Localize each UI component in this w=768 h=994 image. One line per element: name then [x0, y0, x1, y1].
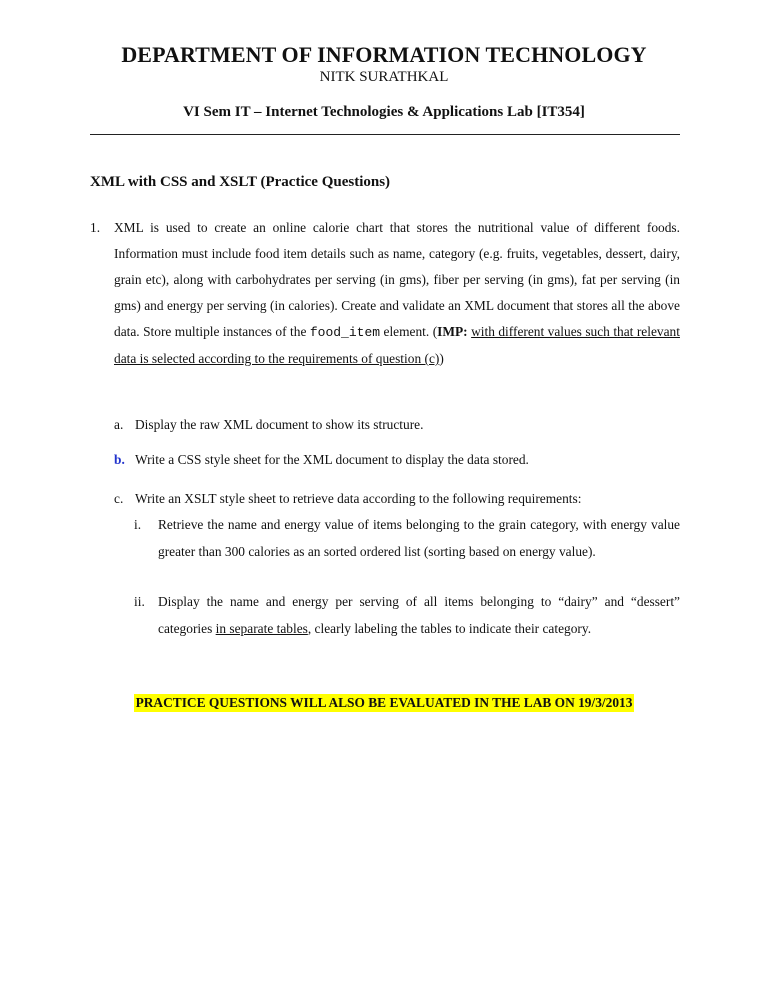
imp-label: IMP: — [437, 324, 468, 339]
food-item-code: food_item — [309, 325, 381, 340]
question-1-text — [114, 215, 680, 372]
subquestion-text: Display the raw XML document to show its structure. — [135, 417, 424, 432]
question-1-text-part1: XML is used to create an online calorie chart that stores the nutritional value of different foods. Information must include food item details such as name, category (e.g. fruits, vegetables, dessert, dairy, grain etc), along with carbohydrates per serving (in gms), fiber per serving (in gms), fat per serving (in gms) and energy per serving (in calories). Create and validate an XML document that stores all the above data. Store multiple instances of the — [114, 220, 680, 339]
question-1 — [90, 215, 680, 372]
question-number: 1. — [90, 220, 101, 235]
roman-marker: ii. — [134, 594, 145, 609]
subquestion-marker: b. — [114, 452, 125, 467]
imp-close: ) — [439, 351, 444, 366]
evaluation-notice: PRACTICE QUESTIONS WILL ALSO BE EVALUATED IN THE LAB ON 19/3/2013 — [135, 695, 633, 710]
roman-text-before: Display the name and energy per serving of all items belonging to “dairy” and “dessert” categories — [158, 594, 680, 636]
subquestion-c-ii — [134, 589, 680, 642]
department-title: DEPARTMENT OF INFORMATION TECHNOLOGY — [121, 42, 647, 67]
section-title: XML with CSS and XSLT (Practice Questions) — [90, 174, 391, 190]
question-1-text-part2: element. ( — [383, 324, 438, 339]
subquestion-marker: a. — [114, 417, 124, 432]
roman-text-after: , clearly labeling the tables to indicate their category. — [307, 620, 592, 636]
subquestion-marker: c. — [114, 491, 124, 506]
separate-tables-text: in separate tables — [215, 620, 308, 636]
subquestion-a — [114, 412, 680, 438]
header-divider — [90, 134, 680, 135]
subquestion-b — [114, 447, 680, 473]
subquestion-c — [114, 486, 680, 512]
course-title: VI Sem IT – Internet Technologies & Applications Lab [IT354] — [183, 104, 585, 120]
imp-text: with different values such that relevant data is selected according to the requirements of question (c) — [114, 324, 680, 366]
institute-name: NITK SURATHKAL — [319, 69, 449, 85]
roman-text — [158, 589, 680, 642]
subquestion-c-i — [134, 512, 680, 565]
roman-marker: i. — [134, 517, 142, 532]
notice-wrapper — [0, 694, 768, 712]
subquestion-text: Write a CSS style sheet for the XML document to display the data stored. — [135, 452, 529, 467]
subquestion-text: Write an XSLT style sheet to retrieve data according to the following requirements: — [135, 491, 582, 506]
roman-text: Retrieve the name and energy value of items belonging to the grain category, with energy value greater than 300 calories as an sorted ordered list (sorting based on energy value). — [158, 517, 680, 559]
